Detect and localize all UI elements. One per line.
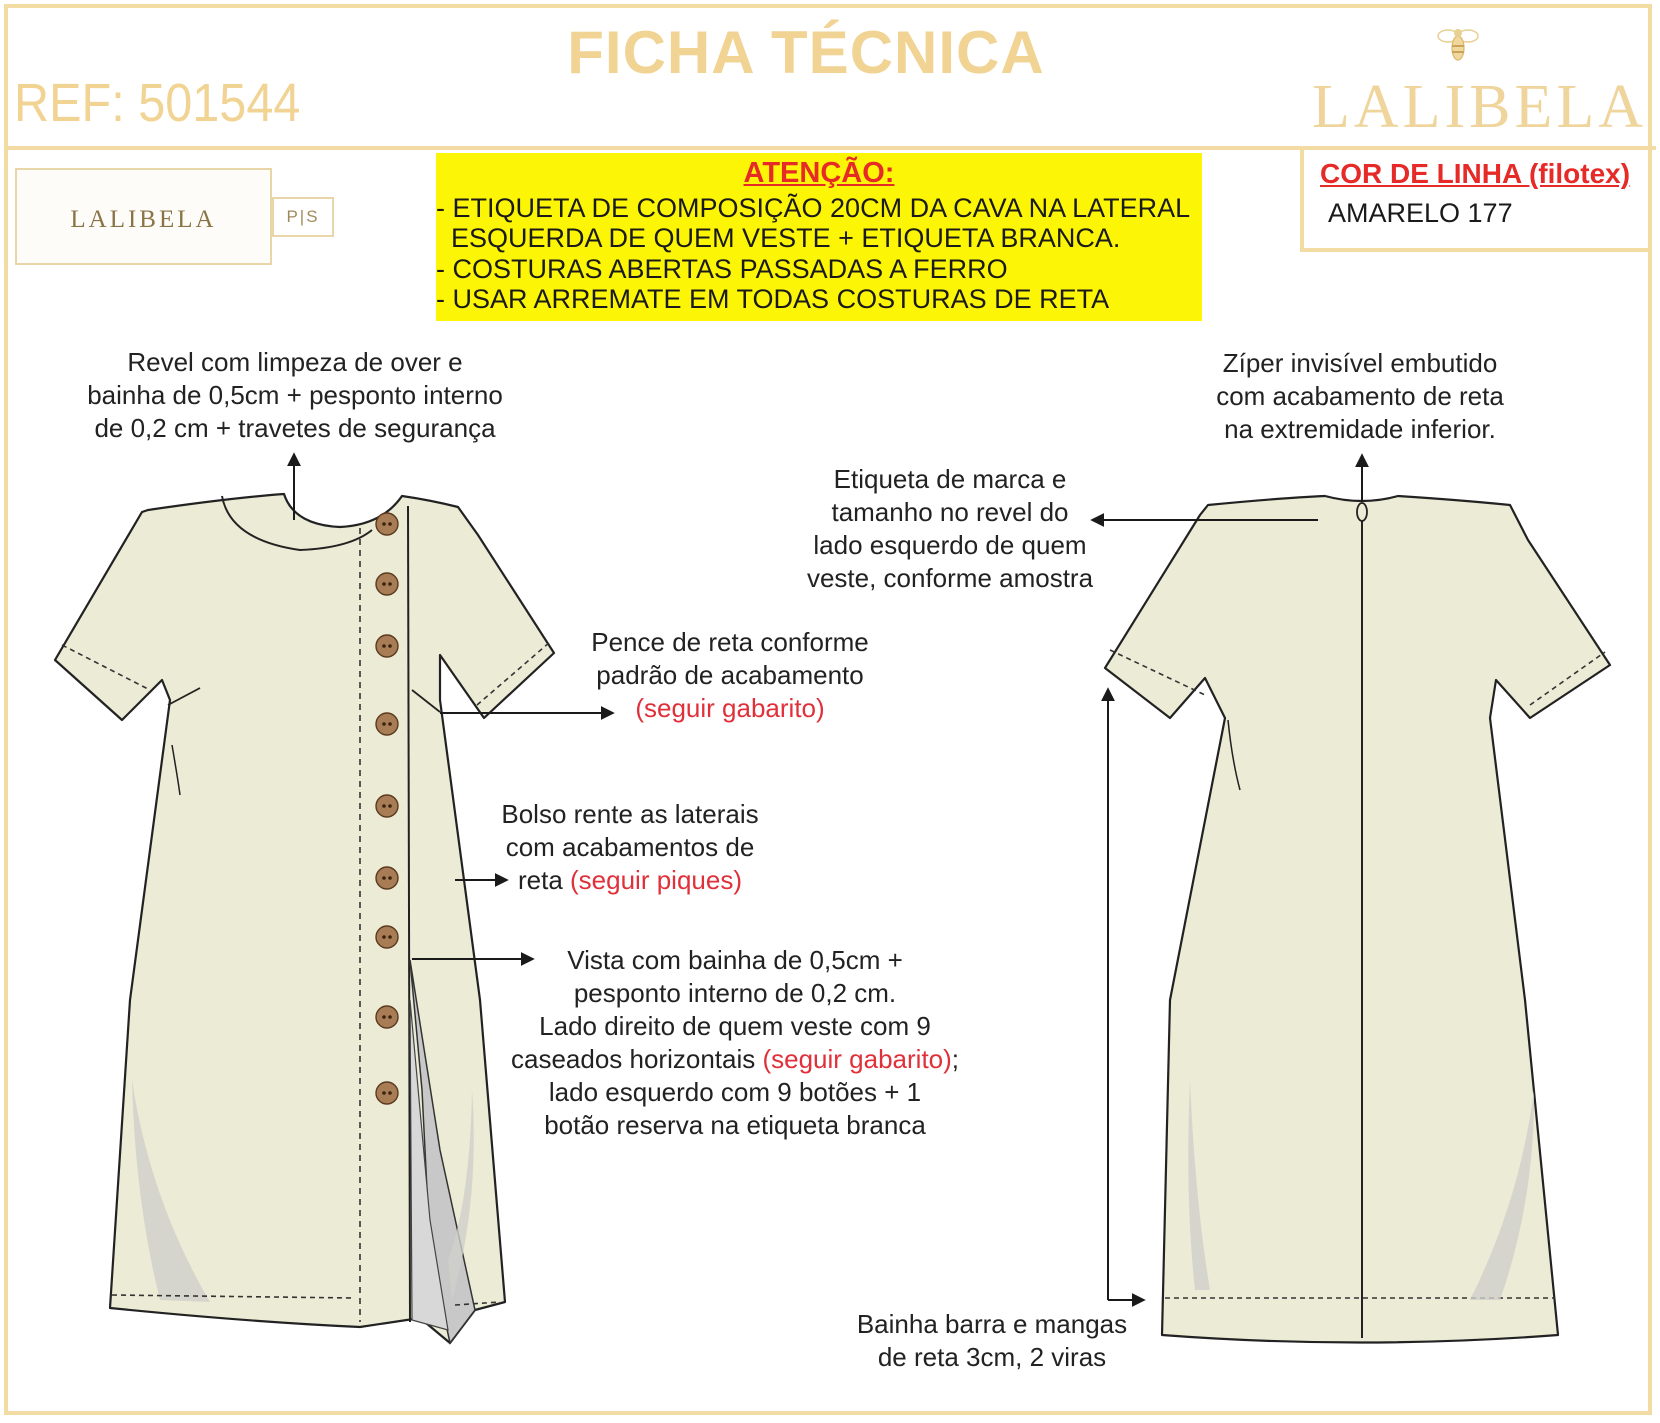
note-line: de 0,2 cm + travetes de segurança (94, 413, 496, 443)
note-line: pesponto interno de 0,2 cm. (573, 978, 897, 1008)
note-line: na extremidade inferior. (1224, 414, 1496, 444)
button (376, 513, 398, 535)
attention-line: - COSTURAS ABERTAS PASSADAS A FERRO (436, 254, 1008, 284)
note-line: com acabamento de reta (1216, 381, 1504, 411)
note-etiqueta (780, 463, 1120, 595)
thread-color-title: COR DE LINHA (filotex) (1320, 158, 1631, 189)
note-line: lado esquerdo de quem (813, 530, 1087, 560)
thread-color-value: AMARELO 177 (1328, 198, 1513, 228)
note-line: padrão de acabamento (596, 660, 864, 690)
note-line: Pence de reta conforme (591, 627, 869, 657)
note-line: botão reserva na etiqueta branca (544, 1110, 926, 1140)
note-line: com acabamentos de (505, 832, 755, 862)
note-line: tamanho no revel do (831, 497, 1069, 527)
note-line (480, 1043, 990, 1076)
note-line: Bolso rente as laterais (501, 799, 759, 829)
note-line: Bainha barra e mangas (856, 1309, 1128, 1339)
attention-line: - USAR ARREMATE EM TODAS COSTURAS DE RETA (436, 284, 1110, 314)
note-line: Lado direito de quem veste com 9 (539, 1011, 931, 1041)
note-line: veste, conforme amostra (806, 563, 1094, 593)
note-line: Vista com bainha de 0,5cm + (567, 945, 903, 975)
note-line: Revel com limpeza de over e (127, 347, 463, 377)
button (376, 573, 398, 595)
note-bolso (470, 798, 790, 897)
front-dress (55, 494, 554, 1343)
note-line: de reta 3cm, 2 viras (877, 1342, 1107, 1372)
note-line: (seguir gabarito) (635, 693, 825, 723)
note-bainha (832, 1308, 1152, 1374)
brand-logo: LALIBELA (1312, 73, 1648, 141)
button (376, 795, 398, 817)
button (376, 635, 398, 657)
note-text: ; (951, 1044, 960, 1074)
front-dress-body (55, 494, 554, 1343)
zipper-pull (1357, 503, 1367, 521)
attention-title: ATENÇÃO: (743, 157, 895, 189)
back-dress (1105, 496, 1610, 1343)
note-line: bainha de 0,5cm + pesponto interno (87, 380, 503, 410)
note-pence (560, 626, 900, 725)
note-highlight: (seguir gabarito) (762, 1044, 952, 1074)
button (376, 1006, 398, 1028)
button (376, 1082, 398, 1104)
button (376, 867, 398, 889)
button (376, 926, 398, 948)
note-text: caseados horizontais (510, 1044, 763, 1074)
note-line: lado esquerdo com 9 botões + 1 (548, 1077, 922, 1107)
note-line (470, 864, 790, 897)
note-highlight: (seguir piques) (570, 865, 742, 895)
label-brand-text: LALIBELA (70, 206, 217, 233)
note-ziper (1180, 347, 1540, 446)
note-vista (480, 944, 990, 1142)
note-line: Zíper invisível embutido (1222, 348, 1498, 378)
back-dress-body (1105, 496, 1610, 1343)
note-text: reta (517, 865, 571, 895)
attention-line: ESQUERDA DE QUEM VESTE + ETIQUETA BRANCA. (436, 223, 1121, 253)
attention-line: - ETIQUETA DE COMPOSIÇÃO 20CM DA CAVA NA LATERAL (436, 193, 1191, 223)
page-title: FICHA TÉCNICA (567, 19, 1045, 86)
size-tag: P|S (272, 197, 334, 237)
note-revel (60, 346, 530, 445)
reference-code: REF: 501544 (14, 73, 301, 133)
note-line: Etiqueta de marca e (833, 464, 1067, 494)
button (376, 713, 398, 735)
